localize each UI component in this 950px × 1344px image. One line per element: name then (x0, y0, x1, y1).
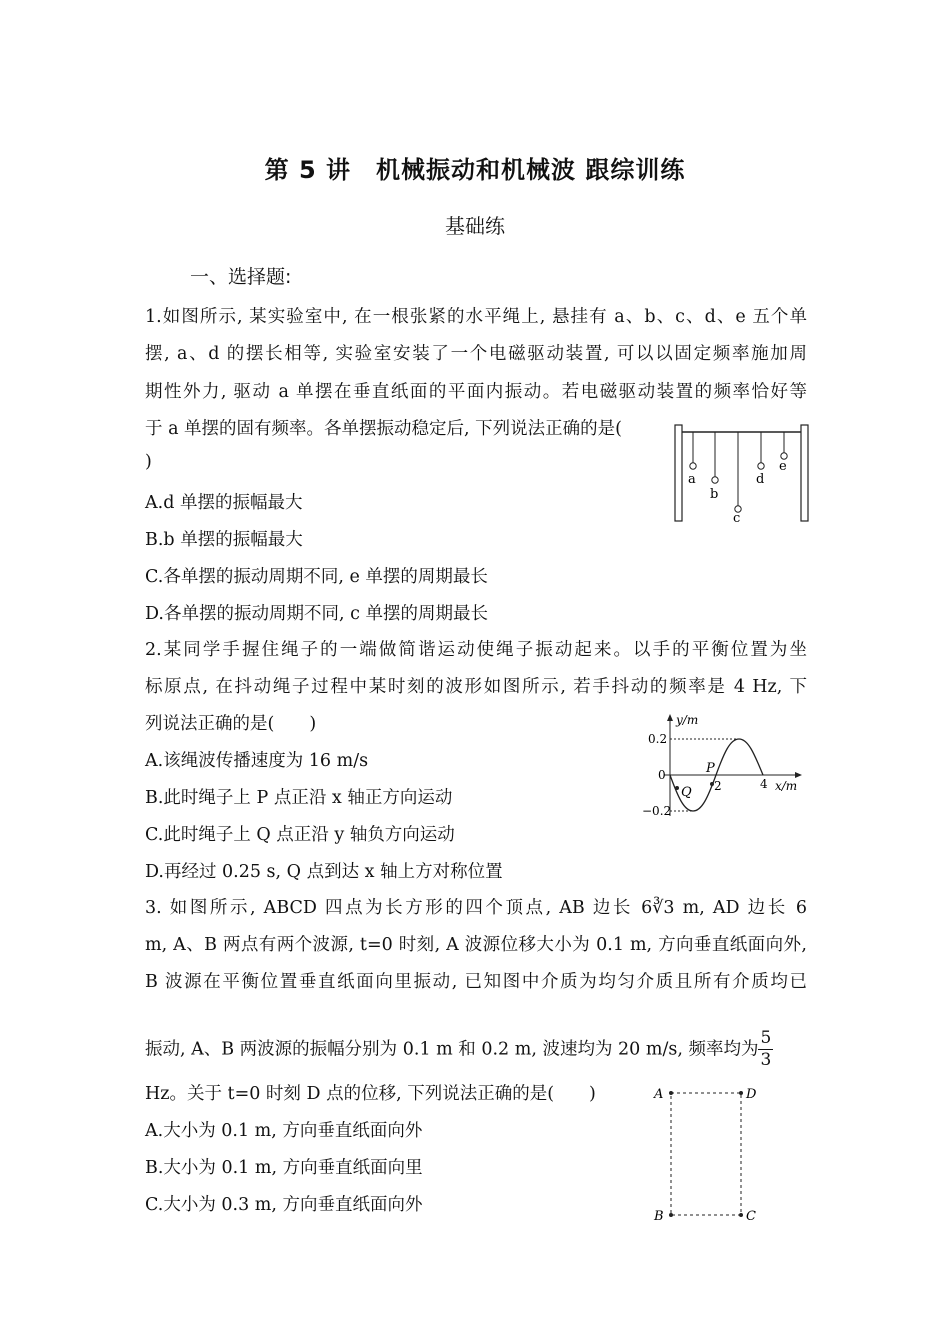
q3-line: m, A、B 两点有两个波源, t=0 时刻, A 波源位移大小为 0.1 m, 方向垂直纸面向外, (145, 935, 807, 955)
q2-option-c: C.此时绳子上 Q 点正沿 y 轴负方向运动 (145, 825, 455, 845)
vertex-a-label: A (654, 1087, 664, 1102)
q2-line: 标原点, 在抖动绳子过程中某时刻的波形如图所示, 若手抖动的频率是 4 Hz, 下 (145, 677, 807, 697)
q1-option-d: D.各单摆的振动周期不同, c 单摆的周期最长 (145, 604, 488, 624)
q3-line (145, 1028, 773, 1072)
q1-line: 于 a 单摆的固有频率。各单摆振动稳定后, 下列说法正确的是( (145, 419, 623, 439)
q1-option-a: A.d 单摆的振幅最大 (145, 493, 303, 513)
page-subtitle: 基础练 (445, 214, 505, 238)
q2-option-a: A.该绳波传播速度为 16 m/s (145, 751, 369, 771)
x-tick-2: 2 (714, 779, 722, 793)
y-tick-bottom: −0.2 (642, 804, 672, 818)
pendulum-label-c: c (733, 511, 741, 526)
frequency-fraction (758, 1028, 773, 1072)
q1-line: 1.如图所示, 某实验室中, 在一根张紧的水平绳上, 悬挂有 a、b、c、d、e 五个单 (145, 307, 807, 327)
q2-option-d: D.再经过 0.25 s, Q 点到达 x 轴上方对称位置 (145, 862, 503, 882)
q1-option-b: B.b 单摆的振幅最大 (145, 530, 303, 550)
q1-line: ) (145, 452, 152, 472)
section-heading: 一、选择题: (190, 266, 292, 288)
page-title: 第 5 讲 机械振动和机械波 跟综训练 (264, 156, 686, 184)
fraction-denominator: 3 (760, 1050, 772, 1071)
q2-option-b: B.此时绳子上 P 点正沿 x 轴正方向运动 (145, 788, 453, 808)
q3-line: B 波源在平衡位置垂直纸面向里振动, 已知图中介质为均匀介质且所有介质均已 (145, 972, 807, 992)
wave-figure (640, 712, 815, 822)
pendulum-label-a: a (688, 472, 696, 487)
pendulum-label-d: d (756, 472, 765, 487)
point-p-label: P (706, 761, 715, 776)
rectangle-figure (650, 1082, 765, 1227)
fraction-numerator: 5 (758, 1028, 773, 1050)
q1-line: 期性外力, 驱动 a 单摆在垂直纸面的平面内振动。若电磁驱动装置的频率恰好等 (145, 382, 807, 402)
q3-line: Hz。关于 t=0 时刻 D 点的位移, 下列说法正确的是( ) (145, 1084, 596, 1104)
x-axis-label: x/m (775, 779, 798, 793)
y-axis-label: y/m (676, 713, 699, 727)
pendulum-label-e: e (779, 459, 787, 474)
q3-option-c: C.大小为 0.3 m, 方向垂直纸面向外 (145, 1195, 423, 1215)
y-tick-zero: 0 (658, 768, 666, 782)
q3-line: 3. 如图所示, ABCD 四点为长方形的四个顶点, AB 边长 6∛3 m, AD 边长 6 (145, 898, 807, 918)
q2-line: 2.某同学手握住绳子的一端做简谐运动使绳子振动起来。以手的平衡位置为坐 (145, 640, 807, 660)
q3-option-a: A.大小为 0.1 m, 方向垂直纸面向外 (145, 1121, 423, 1141)
q3-option-b: B.大小为 0.1 m, 方向垂直纸面向里 (145, 1158, 423, 1178)
point-q-label: Q (681, 785, 692, 800)
pendulum-figure (670, 420, 815, 526)
y-tick-top: 0.2 (648, 732, 668, 746)
q1-line: 摆, a、d 的摆长相等, 实验室安装了一个电磁驱动装置, 可以以固定频率施加周 (145, 344, 807, 364)
vertex-d-label: D (746, 1087, 757, 1102)
q2-line: 列说法正确的是( ) (145, 714, 317, 734)
x-tick-4: 4 (760, 777, 768, 791)
pendulum-label-b: b (710, 487, 719, 502)
vertex-b-label: B (654, 1209, 664, 1224)
q1-option-c: C.各单摆的振动周期不同, e 单摆的周期最长 (145, 567, 488, 587)
q3-line4-text: 振动, A、B 两波源的振幅分别为 0.1 m 和 0.2 m, 波速均为 20 m/s, 频率均为 (145, 1039, 759, 1060)
vertex-c-label: C (746, 1209, 756, 1224)
